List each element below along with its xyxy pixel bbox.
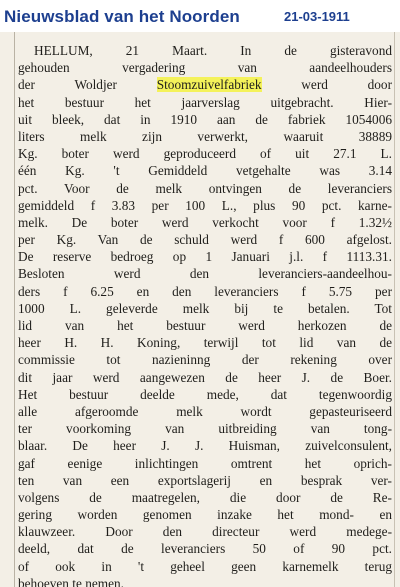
article-line: één Kg. 't Gemiddeld vetgehalte was 3.14 xyxy=(18,163,392,179)
article-body xyxy=(18,42,392,587)
article-line: ten van een exportslagerij en besprak ver- xyxy=(18,472,392,488)
article-line: gemiddeld f 3.83 per 100 L., plus 90 pct. karne- xyxy=(18,197,392,213)
article-line: der Woldjer Stoomzuivelfabriek werd door xyxy=(18,77,392,93)
article-line: heer H. H. Koning, terwijl tot lid van de xyxy=(18,335,392,351)
article-line: alle afgeroomde melk wordt gepasteuriseerd xyxy=(18,403,392,419)
column-rule-left xyxy=(14,32,15,587)
article-line: ders f 6.25 en den leveranciers f 5.75 per xyxy=(18,283,392,299)
newspaper-title: Nieuwsblad van het Noorden xyxy=(4,7,240,26)
article-line: het bestuur het jaarverslag uitgebracht. Hier- xyxy=(18,94,392,110)
article-line: dit jaar werd aangewezen de heer J. de Boer. xyxy=(18,369,392,385)
article-line: ter voorkoming van uitbreiding van tong- xyxy=(18,421,392,437)
article-line: HELLUM, 21 Maart. In de gisteravond xyxy=(34,43,392,58)
article-line: 1000 L. geleverde melk bij te betalen. Tot xyxy=(18,300,392,316)
article-line: blaar. De heer J. J. Huisman, zuivelconsulent, xyxy=(18,438,392,454)
column-rule-right xyxy=(394,32,395,587)
article-line: gaf eenige inlichtingen omtrent het oprich- xyxy=(18,455,392,471)
article-line: uit bleek, dat in 1910 aan de fabriek 1054006 xyxy=(18,111,392,127)
article-line: De reserve bedroeg op 1 Januari j.l. f 1113.31. xyxy=(18,249,392,265)
search-highlight: Stoomzuivelfabriek xyxy=(156,77,262,93)
article-line: per Kg. Van de schuld werd f 600 afgelost. xyxy=(18,232,392,248)
article-line: of ook in 't geheel geen karnemelk terug xyxy=(18,558,392,574)
article-line: lid van het bestuur werd herkozen de xyxy=(18,318,392,333)
newspaper-clipping xyxy=(0,32,400,587)
article-line: behoeven te nemen. xyxy=(18,575,124,587)
article-line: liters melk zijn verwerkt, waaruit 38889 xyxy=(18,128,392,144)
article-line: Kg. boter werd geproduceerd of uit 27.1 L. xyxy=(18,146,392,162)
article-line: Besloten werd den leveranciers-aandeelhou- xyxy=(18,266,392,282)
article-line: pct. Voor de melk ontvingen de leveranciers xyxy=(18,180,392,196)
article-line: deeld, dat de leveranciers 50 of 90 pct. xyxy=(18,541,392,557)
article-line: gehouden vergadering van aandeelhouders xyxy=(18,60,392,76)
article-line: volgens de maatregelen, die door de Re- xyxy=(18,489,392,505)
publication-date: 21-03-1911 xyxy=(284,9,350,24)
article-line: klauwzeer. Door den directeur werd medege- xyxy=(18,524,392,540)
clipping-header xyxy=(0,0,400,32)
article-line: commissie tot nazieninng der rekening over xyxy=(18,352,392,368)
article-line: melk. De boter werd verkocht voor f 1.32½ xyxy=(18,214,392,230)
article-line: gering worden genomen inzake het mond- en xyxy=(18,507,392,523)
article-line: Het bestuur deelde mede, dat tegenwoordig xyxy=(18,386,392,402)
